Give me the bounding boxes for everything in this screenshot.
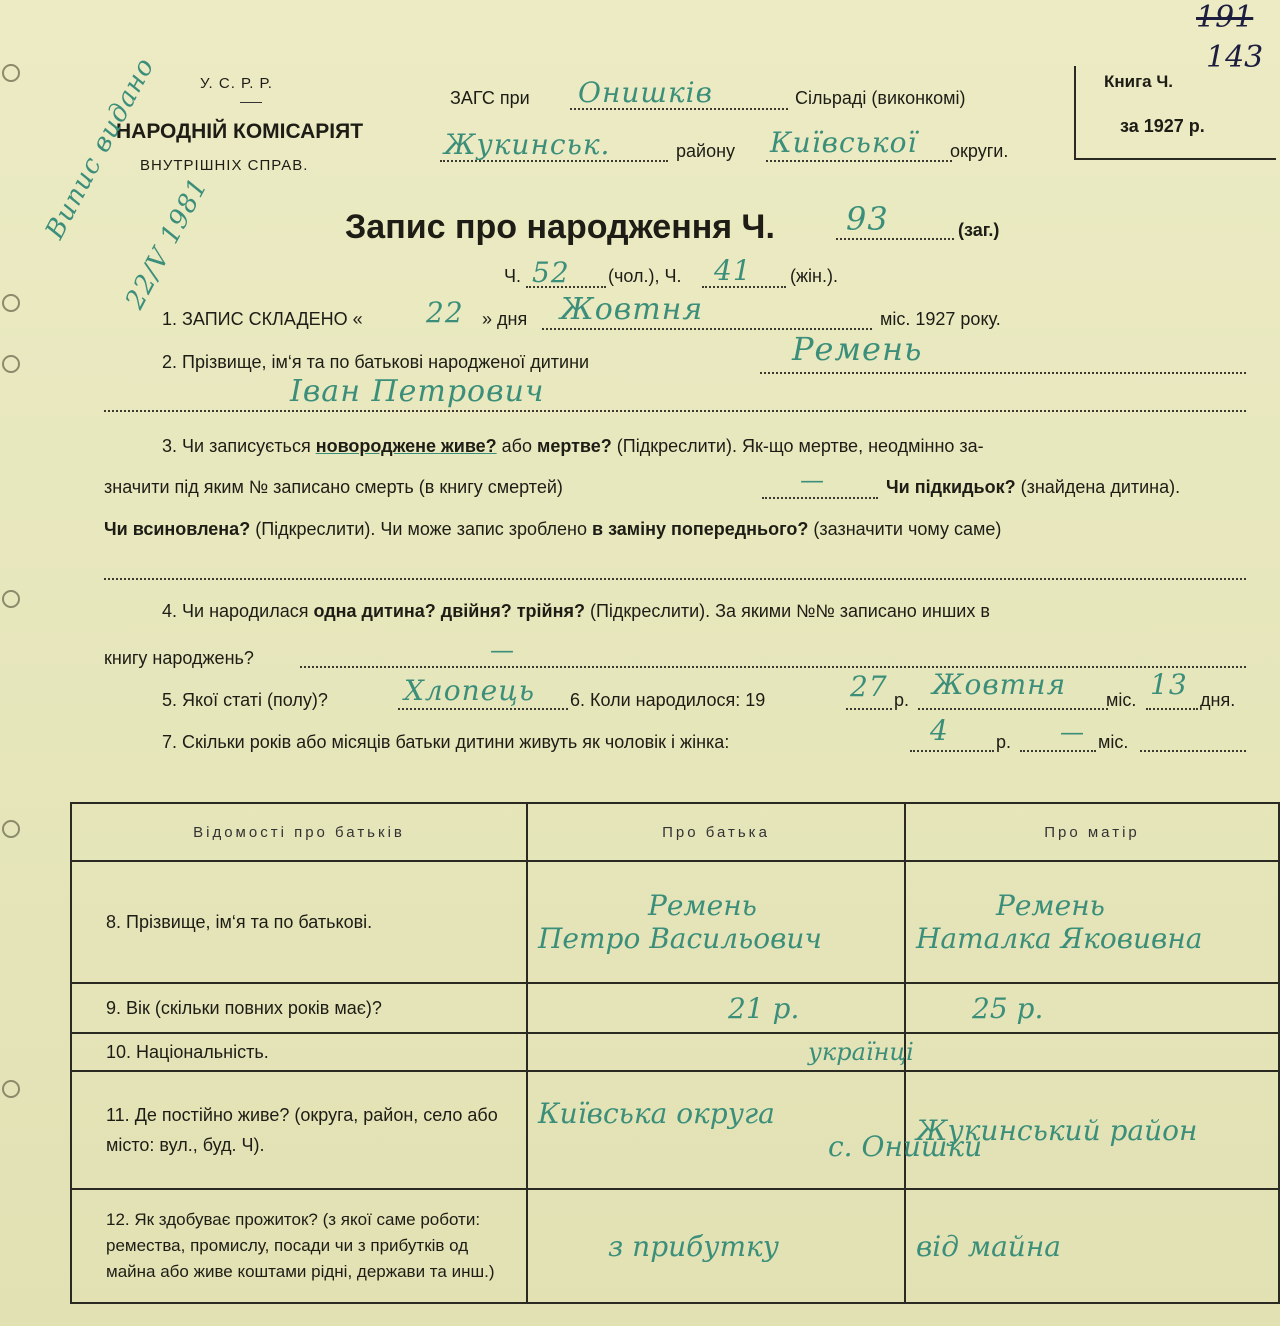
row-label: 8. Прізвище, ім‘я та по батькові.: [71, 861, 527, 983]
table-header-row: [71, 803, 1279, 861]
birth-day-handwritten: 13: [1150, 668, 1188, 701]
old-page-number: 191: [1196, 0, 1254, 35]
fill-line: [398, 708, 568, 710]
male-label: (чол.), Ч.: [608, 266, 682, 286]
text: (зазначити чому саме): [813, 519, 1002, 539]
fill-line: [760, 372, 1246, 374]
residence-district-handwritten: Жукинський район: [916, 1113, 1198, 1147]
mother-age-cell: [905, 983, 1279, 1033]
binding-hole: [2, 590, 20, 608]
text: або: [501, 436, 533, 456]
header-mother: Про матір: [905, 803, 1279, 861]
table-row: [71, 1189, 1279, 1303]
district-label: району: [676, 141, 736, 161]
mis-label: міс.: [1106, 690, 1137, 710]
text: 3. Чи записується: [162, 436, 311, 456]
fill-line: [766, 160, 952, 162]
title-suffix: (заг.): [958, 220, 1000, 240]
father-surname-handwritten: Ремень: [648, 889, 757, 922]
mother-residence-cell: [905, 1071, 1279, 1189]
fill-line: [104, 578, 1246, 580]
ussr-header: У. С. Р. Р.: [200, 75, 273, 92]
years-handwritten: 4: [930, 714, 949, 747]
residence-cell: [527, 1071, 983, 1189]
item3-line2-b: [886, 477, 1180, 498]
income-cell: [527, 1189, 905, 1303]
row-label: 10. Національність.: [71, 1033, 527, 1071]
item1-day-handwritten: 22: [426, 296, 464, 329]
header-father: Про батька: [527, 803, 905, 861]
margin-note-line2: 22/V 1981: [120, 172, 215, 315]
r-label: р.: [894, 690, 910, 710]
zags-suffix: Сільраді (виконкомі): [795, 88, 966, 108]
mother-surname-handwritten: Ремень: [996, 889, 1105, 922]
record-number-handwritten: 93: [846, 200, 889, 238]
adopted-option: Чи всиновлена?: [104, 519, 251, 539]
dead-option: мертве?: [537, 436, 612, 456]
text: (Підкреслити). За якими №№ записано инших в: [590, 601, 990, 621]
item3-line2-a: значити під яким № записано смерть (в книгу смертей): [104, 477, 563, 497]
row-label: 11. Де постійно живе? (округа, район, село або місто: вул., буд. Ч).: [71, 1071, 527, 1189]
item4-line1: [162, 601, 990, 622]
father-name-handwritten: Петро Васильович: [538, 922, 822, 955]
text: (Підкреслити). Як-що мертве, неодмінно за-: [616, 436, 984, 456]
row-label: 12. Як здобуває прожиток? (з якої саме роботи: ремества, промислу, посади чи з прибутків од майна або живе коштами рідні, держави та инш.): [71, 1189, 527, 1303]
parents-table: [70, 802, 1280, 1304]
village-handwritten: Онишків: [578, 76, 713, 109]
commissariat-title: НАРОДНІЙ КОМІСАРІЯТ: [116, 120, 364, 143]
mother-nationality-cell: [905, 1033, 1279, 1071]
father-name-cell: [527, 861, 905, 983]
binding-hole: [2, 1080, 20, 1098]
item4-dash-handwritten: —: [490, 636, 515, 664]
item1-label: 1. ЗАПИС СКЛАДЕНО «: [162, 309, 363, 329]
mother-name-handwritten: Наталка Яковивна: [916, 922, 1203, 955]
binding-hole: [2, 355, 20, 373]
header-parents-info: Відомості про батьків: [71, 803, 527, 861]
item1-mid: » дня: [482, 309, 528, 329]
item1-end: міс. 1927 року.: [880, 309, 1001, 329]
text: 4. Чи народилася: [162, 601, 309, 621]
item5-label: 5. Якої статі (полу)?: [162, 690, 328, 710]
item4-line2: книгу народжень?: [104, 648, 254, 668]
okruha-label: округи.: [950, 141, 1009, 161]
item3-dash-handwritten: —: [800, 466, 825, 494]
foundling-option: Чи підкидьок?: [886, 477, 1016, 497]
mother-income-cell: [905, 1189, 1279, 1303]
okruha-handwritten: Київської: [770, 126, 918, 159]
book-year: за 1927 р.: [1120, 116, 1205, 136]
fill-line: [1140, 750, 1246, 752]
fill-line: [836, 238, 954, 240]
female-number-handwritten: 41: [714, 254, 752, 287]
zags-prefix: ЗАГС при: [450, 88, 530, 108]
binding-hole: [2, 64, 20, 82]
income-mother-handwritten: від майна: [916, 1229, 1061, 1263]
district-handwritten: Жукинськ.: [444, 128, 611, 161]
fill-line: [104, 410, 1246, 412]
table-row: [71, 983, 1279, 1033]
alive-option: новороджене живе?: [315, 436, 497, 456]
child-surname-handwritten: Ремень: [792, 330, 923, 368]
page-number: 143: [1206, 40, 1264, 75]
table-row: [71, 1071, 1279, 1189]
table-row: [71, 1033, 1279, 1071]
text: (Підкреслити). Чи може запис зроблено: [255, 519, 587, 539]
nationality-handwritten: українці: [808, 1038, 914, 1066]
book-label: Книга Ч.: [1104, 72, 1174, 91]
dnia-label: дня.: [1200, 690, 1236, 710]
item7-label: 7. Скільки років або місяців батьки дитини живуть як чоловік і жінка:: [162, 732, 730, 752]
margin-note-line1: Випис видано: [40, 52, 161, 245]
mother-name-cell: [905, 861, 1279, 983]
r-label: р.: [996, 732, 1012, 752]
father-age-cell: [527, 983, 905, 1033]
header-divider: [240, 102, 262, 103]
table-row: [71, 861, 1279, 983]
birth-month-handwritten: Жовтня: [932, 668, 1067, 701]
sub-prefix: Ч.: [504, 266, 521, 286]
row-label: 9. Вік (скільки повних років має)?: [71, 983, 527, 1033]
father-age-handwritten: 21 р.: [728, 991, 800, 1025]
fill-line: [910, 750, 994, 752]
birth-year-handwritten: 27: [850, 670, 888, 703]
item6-label: 6. Коли народилося: 19: [570, 690, 766, 710]
months-handwritten: —: [1060, 718, 1085, 746]
female-label: (жін.).: [790, 266, 838, 286]
item2-label: 2. Прізвище, ім‘я та по батькові народженої дитини: [162, 352, 590, 372]
ministry-subtitle: ВНУТРІШНІХ СПРАВ.: [140, 157, 309, 174]
residence-okruha-handwritten: Київська округа: [538, 1097, 775, 1130]
replacement-option: в заміну попереднього?: [592, 519, 809, 539]
item3-line1: [162, 436, 984, 457]
male-number-handwritten: 52: [532, 256, 570, 289]
text: (знайдена дитина).: [1020, 477, 1181, 497]
binding-hole: [2, 294, 20, 312]
item3-line3: [104, 519, 1001, 540]
item1-month-handwritten: Жовтня: [560, 292, 704, 327]
residence-village-handwritten: с. Онишки: [828, 1130, 983, 1163]
sex-handwritten: Хлопець: [404, 674, 536, 707]
fill-line: [1020, 750, 1096, 752]
fill-line: [1146, 708, 1198, 710]
fill-line: [846, 708, 892, 710]
document-title: Запис про народження Ч.: [345, 208, 775, 246]
fill-line: [762, 497, 878, 499]
binding-hole: [2, 820, 20, 838]
mis-label: міс.: [1098, 732, 1129, 752]
nationality-cell: [527, 1033, 914, 1071]
income-father-handwritten: з прибутку: [608, 1229, 780, 1263]
fill-line: [918, 708, 1108, 710]
fill-line: [300, 666, 1246, 668]
mother-age-handwritten: 25 р.: [972, 991, 1044, 1025]
child-name-handwritten: Іван Петрович: [290, 374, 545, 409]
birth-count-options: одна дитина? двійня? трійня?: [313, 601, 585, 621]
